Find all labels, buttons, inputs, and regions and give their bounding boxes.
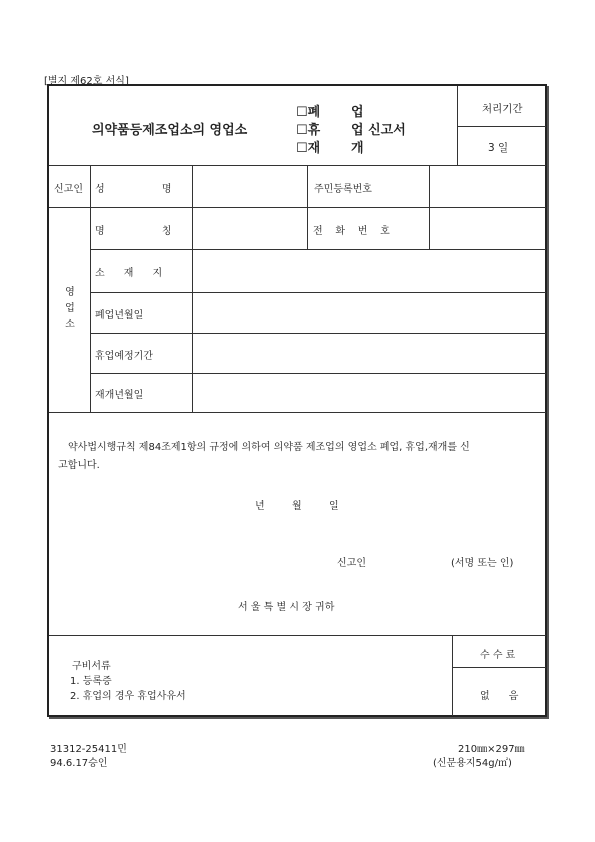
suspension-period-field[interactable] (193, 334, 545, 372)
line-office-bottom (49, 412, 546, 413)
address-label: 소 재 지 (95, 268, 163, 279)
paper-type: (신문용지54g/㎡) (433, 758, 512, 769)
line-fee-mid (452, 667, 546, 668)
required-doc-1: 1. 등록증 (70, 676, 112, 687)
signer-label: 신고인 (337, 558, 366, 569)
vline-mid (307, 165, 308, 249)
option-reopen[interactable] (296, 137, 320, 156)
declaration-line-2: 고합니다. (58, 460, 100, 471)
vline-fee (452, 635, 453, 716)
name-label: 성 명 (95, 184, 172, 195)
option-closure-a: 폐 (307, 105, 321, 120)
required-doc-2: 2. 휴업의 경우 휴업사유서 (70, 691, 186, 702)
fee-value: 없 음 (480, 691, 519, 702)
form-number-label: [별지 제62호 서식] (44, 76, 129, 87)
office-name-field[interactable] (193, 208, 306, 248)
option-closure[interactable] (296, 101, 320, 120)
option-suspension[interactable] (296, 119, 320, 138)
signer-field[interactable] (375, 550, 445, 568)
option-reopen-b: 개 (351, 141, 364, 156)
reporter-group-label: 신고인 (54, 184, 83, 195)
option-closure-b: 업 (351, 105, 364, 120)
vline-group (90, 165, 91, 412)
processing-label: 처리기간 (482, 103, 523, 115)
name-field[interactable] (193, 166, 306, 206)
suspension-period-label: 휴업예정기간 (95, 351, 153, 362)
date-month: 월 (292, 501, 302, 512)
checkbox-icon[interactable]: ☐ (296, 123, 308, 138)
option-suspension-a: 휴 (307, 123, 321, 138)
sign-note: (서명 또는 인) (451, 558, 514, 569)
resident-id-label: 주민등록번호 (314, 184, 372, 195)
processing-row-line (457, 126, 546, 127)
date-year: 년 (255, 501, 265, 512)
line-declaration-bottom (49, 635, 546, 636)
date-day: 일 (329, 501, 339, 512)
address-field[interactable] (193, 250, 545, 291)
phone-label: 전 화 번 호 (313, 226, 390, 237)
form-title: 의약품등제조업소의 영업소 (92, 123, 248, 138)
office-name-label: 명 칭 (95, 226, 172, 237)
closure-date-label: 폐업년월일 (95, 310, 144, 321)
frame-shadow-bottom (49, 717, 549, 719)
reopen-date-field[interactable] (193, 374, 545, 411)
paper-size: 210㎜×297㎜ (458, 744, 525, 755)
option-reopen-a: 재 (307, 141, 321, 156)
reopen-date-label: 재개년월일 (95, 390, 144, 401)
processing-value: 3 일 (488, 142, 509, 154)
fee-label: 수 수 료 (480, 650, 516, 661)
recipient: 서 울 특 별 시 장 귀하 (238, 602, 335, 613)
approval-date: 94.6.17승인 (50, 758, 108, 769)
required-docs-title: 구비서류 (72, 661, 111, 672)
form-code: 31312-25411민 (50, 744, 127, 755)
frame-shadow-right (547, 86, 549, 719)
declaration-line-1: 약사법시행규칙 제84조제1항의 규정에 의하여 의약품 제조업의 영업소 폐업, 휴업,재개를 신 (68, 442, 470, 453)
phone-field[interactable] (430, 208, 545, 248)
option-suspension-b: 업 신고서 (351, 123, 406, 138)
checkbox-icon[interactable]: ☐ (296, 105, 308, 120)
checkbox-icon[interactable]: ☐ (296, 141, 308, 156)
closure-date-field[interactable] (193, 293, 545, 332)
office-group-label: 영업소 (65, 287, 75, 330)
resident-id-field[interactable] (430, 166, 545, 206)
